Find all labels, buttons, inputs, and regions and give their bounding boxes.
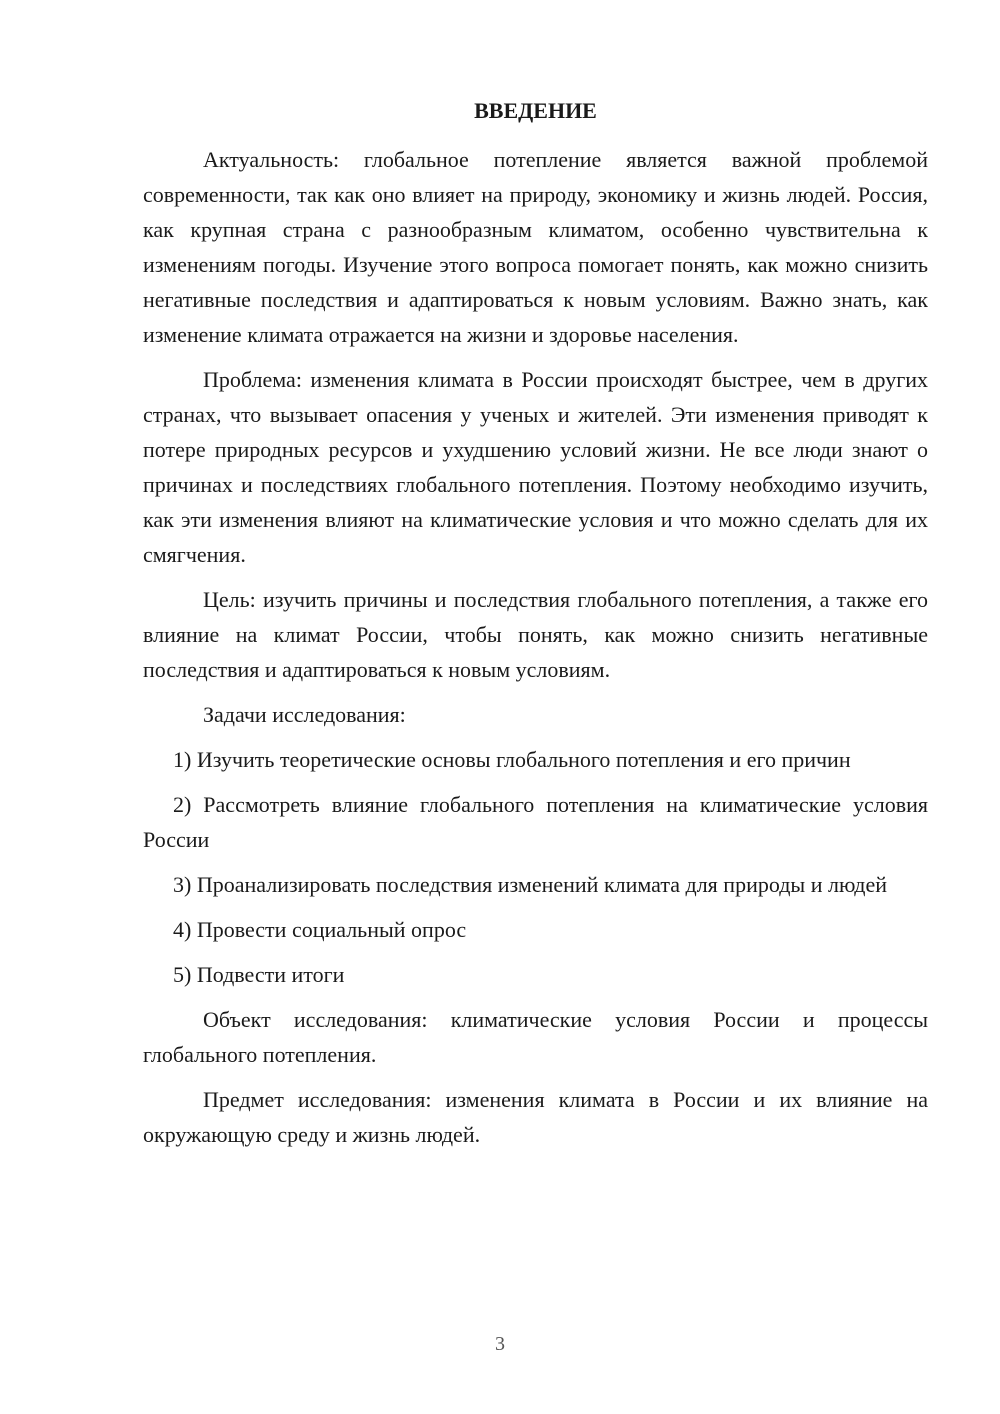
relevance-paragraph: Актуальность: глобальное потепление является важной проблемой современности, так как оно влияет на природу, экономику и жизнь людей. Россия, как крупная страна с разнообразным климатом, особенно чувствительна к изменениям погоды. Изучение этого вопроса помогает понять, как можно снизить негативные последствия и адаптироваться к новым условиям. Важно знать, как изменение климата отражается на жизни и здоровье населения. xyxy=(143,147,928,347)
page-title: ВВЕДЕНИЕ xyxy=(474,98,597,123)
object-paragraph: Объект исследования: климатические условия России и процессы глобального потепления. xyxy=(143,1007,928,1067)
task-item: 2) Рассмотреть влияние глобального потепления на климатические условия России xyxy=(143,792,928,852)
document-page xyxy=(143,94,928,1162)
task-item: 3) Проанализировать последствия изменений климата для природы и людей xyxy=(173,872,887,897)
task-item: 5) Подвести итоги xyxy=(173,962,345,987)
task-item: 4) Провести социальный опрос xyxy=(173,917,467,942)
problem-paragraph: Проблема: изменения климата в России происходят быстрее, чем в других странах, что вызывает опасения у ученых и жителей. Эти изменения приводят к потере природных ресурсов и ухудшению условий жизни. Не все люди знают о причинах и последствиях глобального потепления. Поэтому необходимо изучить, как эти изменения влияют на климатические условия и что можно сделать для их смягчения. xyxy=(143,367,928,567)
subject-paragraph: Предмет исследования: изменения климата в России и их влияние на окружающую среду и жизнь людей. xyxy=(143,1087,928,1147)
page-number: 3 xyxy=(495,1333,505,1355)
goal-paragraph: Цель: изучить причины и последствия глобального потепления, а также его влияние на климат России, чтобы понять, как можно снизить негативные последствия и адаптироваться к новым условиям. xyxy=(143,587,928,682)
tasks-heading: Задачи исследования: xyxy=(203,702,406,727)
task-item: 1) Изучить теоретические основы глобального потепления и его причин xyxy=(173,747,851,772)
tasks-list xyxy=(143,742,928,992)
